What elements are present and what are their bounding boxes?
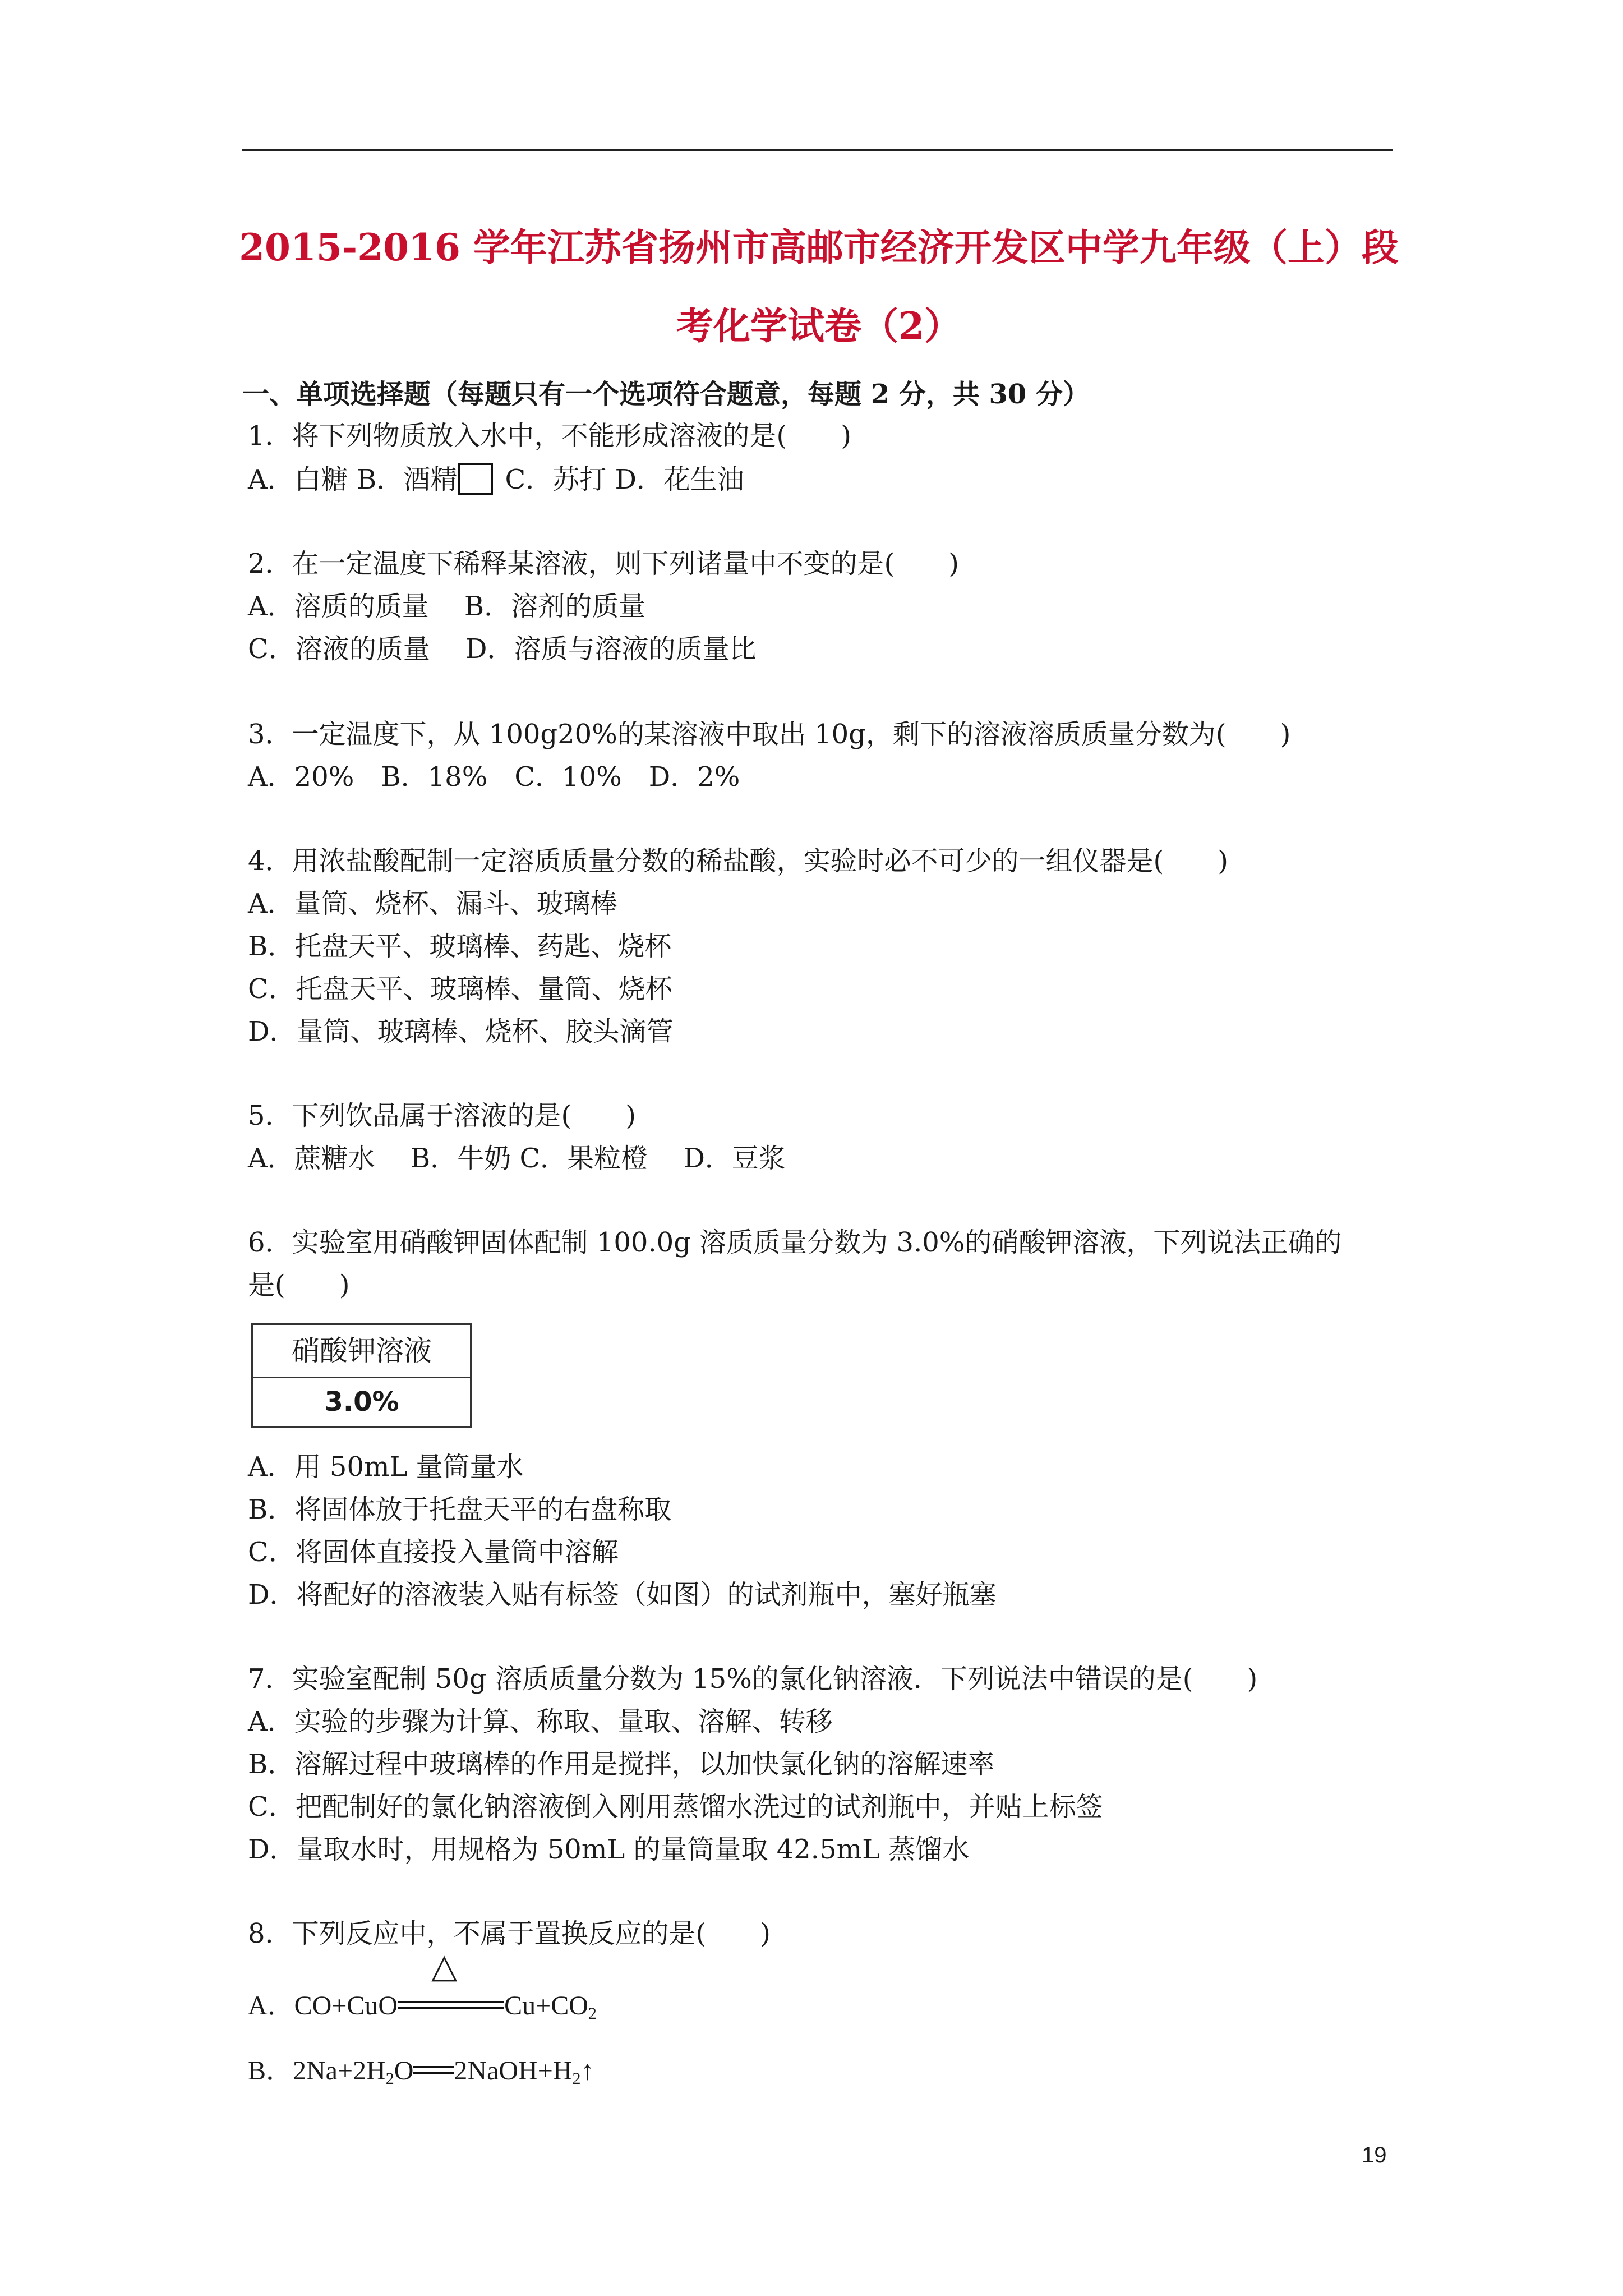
q4-option-c: C．托盘天平、玻璃棒、量筒、烧杯 [248, 973, 672, 1005]
q5-stem: 5．下列饮品属于溶液的是( ) [248, 1100, 636, 1131]
header-rule [242, 149, 1393, 151]
exam-title-line2: 考化学试卷（2） [676, 304, 961, 348]
q1-options-ab: A．白糖 B．酒精 [248, 464, 458, 495]
reagent-label-figure [251, 1323, 472, 1428]
section-heading: 一、单项选择题（每题只有一个选项符合题意，每题 2 分，共 30 分） [242, 379, 1090, 410]
q8-option-b-equation [248, 2049, 594, 2088]
q6-option-a: A．用 50mL 量筒量水 [248, 1451, 524, 1483]
q8-a-subscript: 2 [588, 2004, 597, 2023]
q3-stem: 3．一定温度下，从 100g20%的某溶液中取出 10g，剩下的溶液溶质质量分数为( ) [248, 719, 1291, 750]
q8-b-products: 2NaOH+H [454, 2056, 573, 2086]
q6-stem-line1: 6．实验室用硝酸钾固体配制 100.0g 溶质质量分数为 3.0%的硝酸钾溶液，下列说法正确的 [248, 1227, 1342, 1258]
heat-condition-triangle: △ [431, 1948, 458, 1985]
q6-option-b: B．将固体放于托盘天平的右盘称取 [248, 1494, 672, 1525]
q6-option-d: D．将配好的溶液装入贴有标签（如图）的试剂瓶中，塞好瓶塞 [248, 1579, 997, 1611]
q1-options [248, 458, 744, 496]
q8-b-subscript-2: 2 [572, 2069, 581, 2088]
q3-options: A．20% B．18% C．10% D．2% [248, 761, 740, 793]
q8-a-reactants: A．CO+CuO [248, 1991, 398, 2021]
q4-option-a: A．量筒、烧杯、漏斗、玻璃棒 [248, 888, 617, 919]
q1-stem: 1．将下列物质放入水中，不能形成溶液的是( ) [248, 420, 851, 452]
page-number: 19 [1362, 2143, 1387, 2168]
gas-arrow-icon: ↑ [580, 2056, 594, 2086]
reagent-label-concentration: 3.0% [324, 1386, 399, 1418]
q2-options-line1: A．溶质的质量 B．溶剂的质量 [248, 591, 646, 622]
double-line-equals-short [413, 2066, 454, 2074]
q8-b-subscript-1: 2 [385, 2069, 394, 2088]
q8-b-oxygen: O [394, 2056, 414, 2086]
answer-blank-box [458, 463, 493, 495]
q7-option-a: A．实验的步骤为计算、称取、量取、溶解、转移 [248, 1706, 833, 1737]
q5-options: A．蔗糖水 B．牛奶 C．果粒橙 D．豆浆 [248, 1143, 786, 1174]
q8-a-products: Cu+CO [504, 1991, 588, 2021]
q6-stem-line2: 是( ) [248, 1269, 350, 1301]
q2-options-line2: C．溶液的质量 D．溶质与溶液的质量比 [248, 633, 757, 665]
q4-stem: 4．用浓盐酸配制一定溶质质量分数的稀盐酸，实验时必不可少的一组仪器是( ) [248, 845, 1228, 877]
reagent-label-name: 硝酸钾溶液 [253, 1325, 470, 1378]
q1-options-cd: C．苏打 D．花生油 [496, 464, 744, 495]
q4-option-b: B．托盘天平、玻璃棒、药匙、烧杯 [248, 931, 672, 962]
q8-b-reactants: B．2Na+2H [248, 2056, 386, 2086]
q7-stem: 7．实验室配制 50g 溶质质量分数为 15%的氯化钠溶液．下列说法中错误的是( ) [248, 1663, 1258, 1695]
q2-stem: 2．在一定温度下稀释某溶液，则下列诸量中不变的是( ) [248, 548, 959, 579]
q7-option-c: C．把配制好的氯化钠溶液倒入刚用蒸馏水洗过的试剂瓶中，并贴上标签 [248, 1791, 1103, 1823]
exam-title-line1: 2015-2016 学年江苏省扬州市高邮市经济开发区中学九年级（上）段 [239, 226, 1399, 269]
q7-option-d: D．量取水时，用规格为 50mL 的量筒量取 42.5mL 蒸馏水 [248, 1834, 970, 1865]
q6-option-c: C．将固体直接投入量筒中溶解 [248, 1536, 619, 1568]
q7-option-b: B．溶解过程中玻璃棒的作用是搅拌，以加快氯化钠的溶解速率 [248, 1749, 995, 1780]
q4-option-d: D．量筒、玻璃棒、烧杯、胶头滴管 [248, 1016, 674, 1047]
q8-option-a-equation [248, 1948, 597, 2023]
double-line-equals [398, 2001, 504, 2009]
q8-stem: 8．下列反应中，不属于置换反应的是( ) [248, 1918, 771, 1949]
